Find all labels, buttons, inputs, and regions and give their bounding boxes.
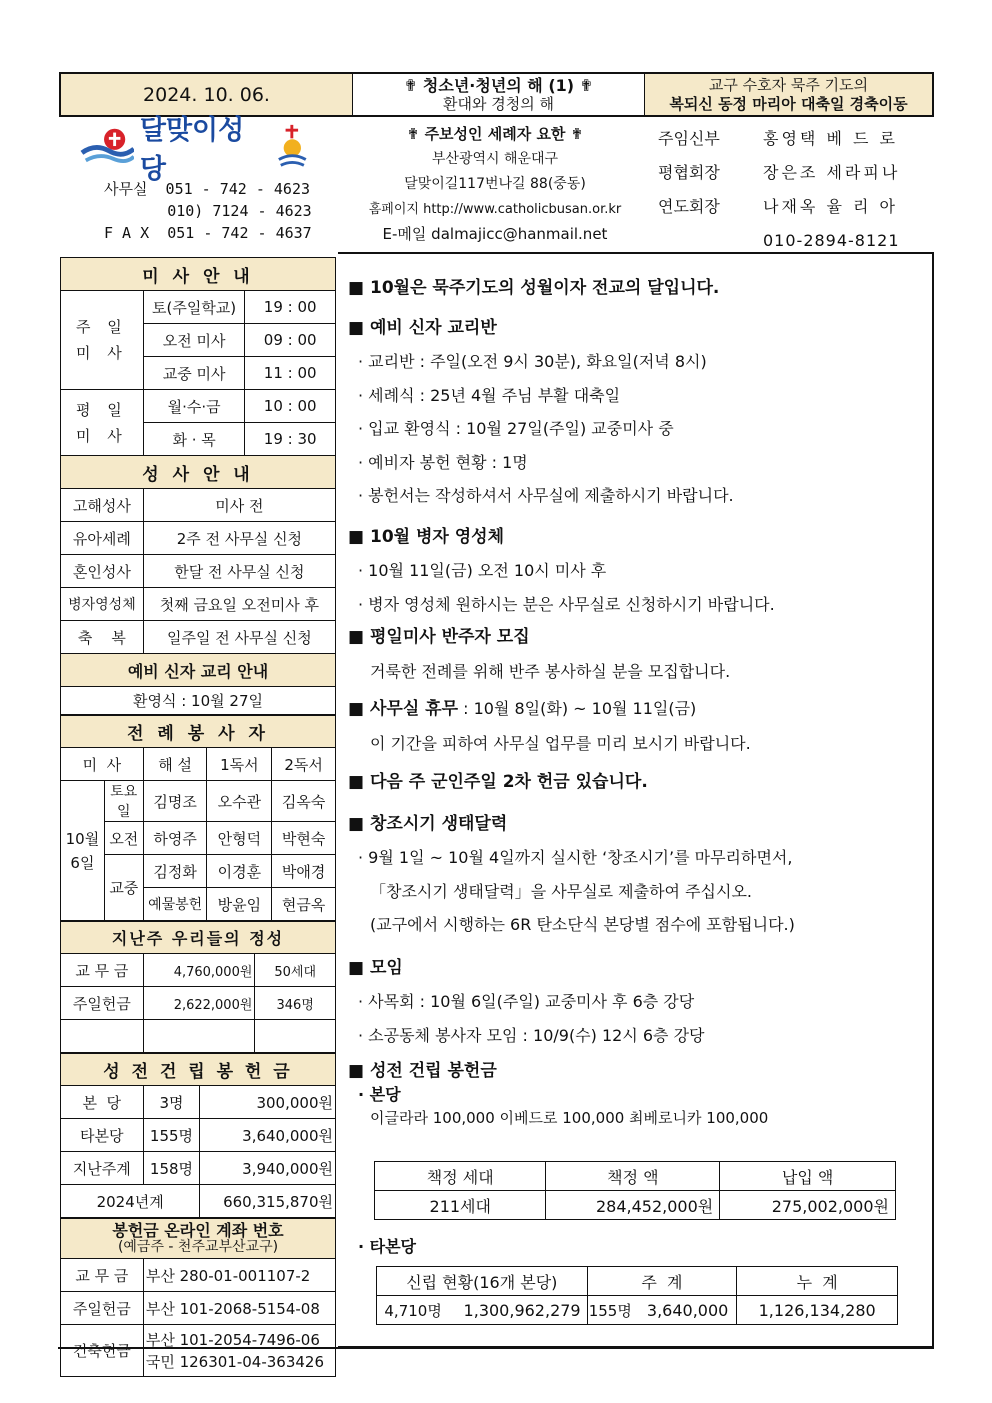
pledge-header: 납입 액 xyxy=(720,1162,896,1191)
office-mobile: 010) 7124 - 4623 xyxy=(104,202,312,220)
mass-time: 19 : 00 xyxy=(245,291,336,324)
staff-name: 장은조 세라피나 xyxy=(763,163,901,182)
notice-item: (교구에서 시행하는 6R 탄소단식 본당별 점수에 포함됩니다.) xyxy=(370,915,795,934)
account-type: 주일헌금 xyxy=(61,1292,144,1325)
server-name: 안형덕 xyxy=(207,822,272,855)
server-name: 김옥숙 xyxy=(272,781,336,822)
servers-header: 미 사 xyxy=(61,748,144,781)
donor-list: 이글라라 100,000 이베드로 100,000 최베로니카 100,000 xyxy=(370,1109,769,1127)
offering-count: 50세대 xyxy=(255,954,336,987)
sacrament-info: 첫째 금요일 오전미사 후 xyxy=(143,588,335,621)
server-name: 박현숙 xyxy=(272,822,336,855)
account-number: 부산 101-2068-5154-08 xyxy=(143,1292,335,1325)
left-table xyxy=(60,257,336,715)
pledge-header: 책정 액 xyxy=(546,1162,720,1191)
accounts-table xyxy=(60,1218,336,1377)
server-name: 이경훈 xyxy=(207,855,272,888)
notice-heading: ■ 성전 건립 봉헌금 xyxy=(348,1058,908,1084)
servers-header: 해 설 xyxy=(143,748,207,781)
building-amount: 300,000원 xyxy=(200,1086,336,1119)
office-contacts xyxy=(104,178,312,244)
building-amount: 3,640,000원 xyxy=(200,1119,336,1152)
building-count: 155명 xyxy=(143,1119,200,1152)
notice-item: : 10월 8일(화) ~ 10월 11일(금) xyxy=(458,699,697,718)
pledge-header: 책정 세대 xyxy=(375,1162,546,1191)
mass-name: 화 · 목 xyxy=(143,423,245,456)
other-header: 주 계 xyxy=(587,1267,737,1296)
empty-cell xyxy=(61,1020,144,1053)
patron-saint: ✟ 주보성인 세례자 요한 ✟ xyxy=(406,125,584,143)
mass-name: 토(주일학교) xyxy=(143,291,245,324)
accounts-title xyxy=(61,1219,336,1259)
notices xyxy=(348,272,908,1130)
account-numbers xyxy=(143,1325,335,1377)
notice-item: 이 기간을 피하여 사무실 업무를 미리 보시기 바랍니다. xyxy=(370,733,751,753)
parish-logo xyxy=(80,115,310,185)
notice-item: · 병자 영성체 원하시는 분은 사무실로 신청하시기 바랍니다. xyxy=(358,594,775,614)
building-table xyxy=(60,1053,336,1218)
building-year-label: 2024년계 xyxy=(61,1185,200,1218)
building-source: 지난주계 xyxy=(61,1152,144,1185)
notice-heading: ■ 사무실 휴무 xyxy=(348,699,458,719)
staff-role: 연도회장 xyxy=(658,197,720,216)
sacrament-title: 성 사 안 내 xyxy=(61,456,336,489)
building-source: 타본당 xyxy=(61,1119,144,1152)
notice-item: · 입교 환영식 : 10월 27일(주일) 교중미사 중 xyxy=(358,419,674,438)
contact-number: 010-2894-8121 xyxy=(763,231,900,250)
mass-name: 오전 미사 xyxy=(143,324,245,357)
notice-item: 「창조시기 생태달력」을 사무실로 제출하여 주십시오. xyxy=(370,881,753,901)
notice-item: · 세례식 : 25년 4월 주님 부활 대축일 xyxy=(358,385,621,405)
notice-heading: ■ 10월은 묵주기도의 성월이자 전교의 달입니다. xyxy=(348,272,908,306)
mass-time: 10 : 00 xyxy=(245,390,336,423)
empty-cell xyxy=(143,1020,255,1053)
building-year-total: 660,315,870원 xyxy=(200,1185,336,1218)
theme-subtitle: 환대와 경청의 해 xyxy=(443,94,554,113)
notice-item: · 소공동체 봉사자 모임 : 10/9(수) 12시 6층 강당 xyxy=(358,1025,705,1045)
notice-heading: ■ 평일미사 반주자 모집 xyxy=(348,621,908,655)
building-count: 158명 xyxy=(143,1152,200,1185)
server-name: 방윤임 xyxy=(207,888,272,921)
staff-list xyxy=(658,122,908,258)
server-mass: 오전 xyxy=(104,822,143,855)
building-title: 성 전 건 립 봉 헌 금 xyxy=(61,1054,336,1086)
offering-amount: 4,760,000원 xyxy=(143,954,255,987)
account-type: 건축헌금 xyxy=(61,1325,144,1377)
catechumen-title: 예비 신자 교리 안내 xyxy=(61,654,336,687)
parish-pledge-table xyxy=(374,1161,896,1220)
account-number: 부산 280-01-001107-2 xyxy=(143,1259,335,1292)
building-source: 본 당 xyxy=(61,1086,144,1119)
servers-header: 1독서 xyxy=(207,748,272,781)
notice-office-closure xyxy=(348,692,908,727)
sacrament-info: 미사 전 xyxy=(143,489,335,522)
mass-name: 교중 미사 xyxy=(143,357,245,390)
feast-title xyxy=(645,74,932,115)
server-name: 김명조 xyxy=(143,781,207,822)
mass-name: 월·수·금 xyxy=(143,390,245,423)
server-mass: 교중 xyxy=(104,855,143,921)
server-name: 박애경 xyxy=(272,855,336,888)
offering-title: 지난주 우리들의 정성 xyxy=(61,922,336,954)
catechumen-info: 환영식 : 10월 27일 xyxy=(61,687,336,715)
notice-item: · 10월 11일(금) 오전 10시 미사 후 xyxy=(358,561,607,580)
sacrament-info: 일주일 전 사무실 신청 xyxy=(143,621,335,654)
notice-heading: ■ 10월 병자 영성체 xyxy=(348,521,908,555)
pledge-value: 284,452,000원 xyxy=(546,1191,720,1220)
notice-item: · 교리반 : 주일(오전 9시 30분), 화요일(저녁 8시) xyxy=(358,352,707,371)
building-count: 3명 xyxy=(143,1086,200,1119)
notice-heading: ■ 예비 신자 교리반 xyxy=(348,312,908,346)
other-header: 누 계 xyxy=(737,1267,898,1296)
office-fax: F A X 051 - 742 - 4637 xyxy=(104,224,312,242)
homepage-link[interactable]: 홈페이지 http://www.catholicbusan.or.kr xyxy=(368,202,622,217)
sacrament-name: 고해성사 xyxy=(61,489,144,522)
left-column xyxy=(60,257,336,1377)
server-name: 예물봉헌 xyxy=(143,888,207,921)
weekday-mass-label: 평 일 미 사 xyxy=(61,390,144,456)
sacrament-name: 유아세례 xyxy=(61,522,144,555)
email-link[interactable]: E-메일 dalmajicc@hanmail.net xyxy=(382,225,608,243)
theme-title: ✟ 청소년·청년의 해 (1) ✟ xyxy=(403,75,594,95)
pledge-value: 275,002,000원 xyxy=(720,1191,896,1220)
notice-item: 거룩한 전례를 위해 반주 봉사하실 분을 모집합니다. xyxy=(370,661,731,681)
year-theme xyxy=(353,74,645,115)
address-line-1: 부산광역시 해운대구 xyxy=(431,151,559,167)
accounts-holder: (예금주 - 천주교부산교구) xyxy=(117,1238,279,1255)
accounts-title-text: 봉헌금 온라인 계좌 번호 xyxy=(112,1220,284,1240)
mass-time: 09 : 00 xyxy=(245,324,336,357)
notice-heading: ■ 다음 주 군인주일 2차 헌금 있습니다. xyxy=(348,766,908,800)
other-parish-table xyxy=(376,1266,898,1325)
staff-row xyxy=(658,156,908,190)
staff-role: 주임신부 xyxy=(658,129,720,148)
notice-heading: ■ 모임 xyxy=(348,952,908,986)
staff-row xyxy=(658,122,908,156)
offering-count: 346명 xyxy=(255,987,336,1020)
other-value: 1,300,962,279 xyxy=(449,1296,587,1325)
account-type: 교 무 금 xyxy=(61,1259,144,1292)
server-name: 오수관 xyxy=(207,781,272,822)
server-name: 김정화 xyxy=(143,855,207,888)
staff-name: 나재옥 율 리 아 xyxy=(763,197,898,216)
server-mass: 토요일 xyxy=(104,781,143,822)
server-name: 하영주 xyxy=(143,822,207,855)
notice-item: · 9월 1일 ~ 10월 4일까지 실시한 ‘창조시기’를 마무리하면서, xyxy=(358,848,793,867)
address-line-2: 달맞이길117번나길 88(중동) xyxy=(404,176,586,192)
sacrament-name: 혼인성사 xyxy=(61,555,144,588)
staff-name: 홍영택 베 드 로 xyxy=(763,129,898,148)
notice-item: · 봉헌서는 작성하셔서 사무실에 제출하시기 바랍니다. xyxy=(358,486,734,505)
offering-type: 주일헌금 xyxy=(61,987,144,1020)
servers-title: 전 례 봉 사 자 xyxy=(61,716,336,748)
notice-item: · 예비자 봉헌 현황 : 1명 xyxy=(358,452,528,472)
building-subheading: · 본당 xyxy=(358,1085,401,1104)
account-number: 국민 126301-04-363426 xyxy=(145,1352,325,1371)
mass-time: 19 : 30 xyxy=(245,423,336,456)
parish-info xyxy=(350,122,640,247)
wave-logo-icon xyxy=(80,125,134,169)
staff-role: 평협회장 xyxy=(658,163,720,182)
bulletin-date: 2024. 10. 06. xyxy=(61,74,353,115)
sunday-mass-label: 주 일 미 사 xyxy=(61,291,144,390)
building-amount: 3,940,000원 xyxy=(200,1152,336,1185)
offering-table xyxy=(60,921,336,1053)
staff-row xyxy=(658,190,908,224)
feast-line-2: 복되신 동정 마리아 대축일 경축이동 xyxy=(669,94,908,113)
offering-amount: 2,622,000원 xyxy=(143,987,255,1020)
sacrament-info: 한달 전 사무실 신청 xyxy=(143,555,335,588)
other-header: 신립 현황(16개 본당) xyxy=(377,1267,588,1296)
servers-date: 10월 6일 xyxy=(61,781,105,921)
office-phone: 사무실 051 - 742 - 4623 xyxy=(104,180,311,198)
servers-header: 2독서 xyxy=(272,748,336,781)
parish-name: 달맞이성당 xyxy=(139,115,245,185)
other-value: 3,640,000 xyxy=(633,1296,737,1325)
servers-table xyxy=(60,715,336,921)
offering-type: 교 무 금 xyxy=(61,954,144,987)
feast-line-1: 교구 수호자 묵주 기도의 xyxy=(708,75,869,94)
moon-cross-icon xyxy=(275,124,310,170)
mass-time: 11 : 00 xyxy=(245,357,336,390)
sacrament-name: 병자영성체 xyxy=(61,588,144,621)
notice-heading: ■ 창조시기 생태달력 xyxy=(348,808,908,842)
pledge-value: 211세대 xyxy=(375,1191,546,1220)
other-value: 1,126,134,280 xyxy=(737,1296,898,1325)
sacrament-name: 축 복 xyxy=(61,621,144,654)
server-name: 현금옥 xyxy=(272,888,336,921)
other-parish-subheading: · 타본당 xyxy=(358,1237,417,1256)
account-number: 부산 101-2054-7496-06 xyxy=(145,1330,320,1349)
empty-cell xyxy=(255,1020,336,1053)
notice-item: · 사목회 : 10월 6일(주일) 교중미사 후 6층 강당 xyxy=(358,992,695,1011)
other-value: 4,710명 xyxy=(377,1296,450,1325)
mass-title: 미 사 안 내 xyxy=(61,258,336,291)
sacrament-info: 2주 전 사무실 신청 xyxy=(143,522,335,555)
other-value: 155명 xyxy=(587,1296,633,1325)
